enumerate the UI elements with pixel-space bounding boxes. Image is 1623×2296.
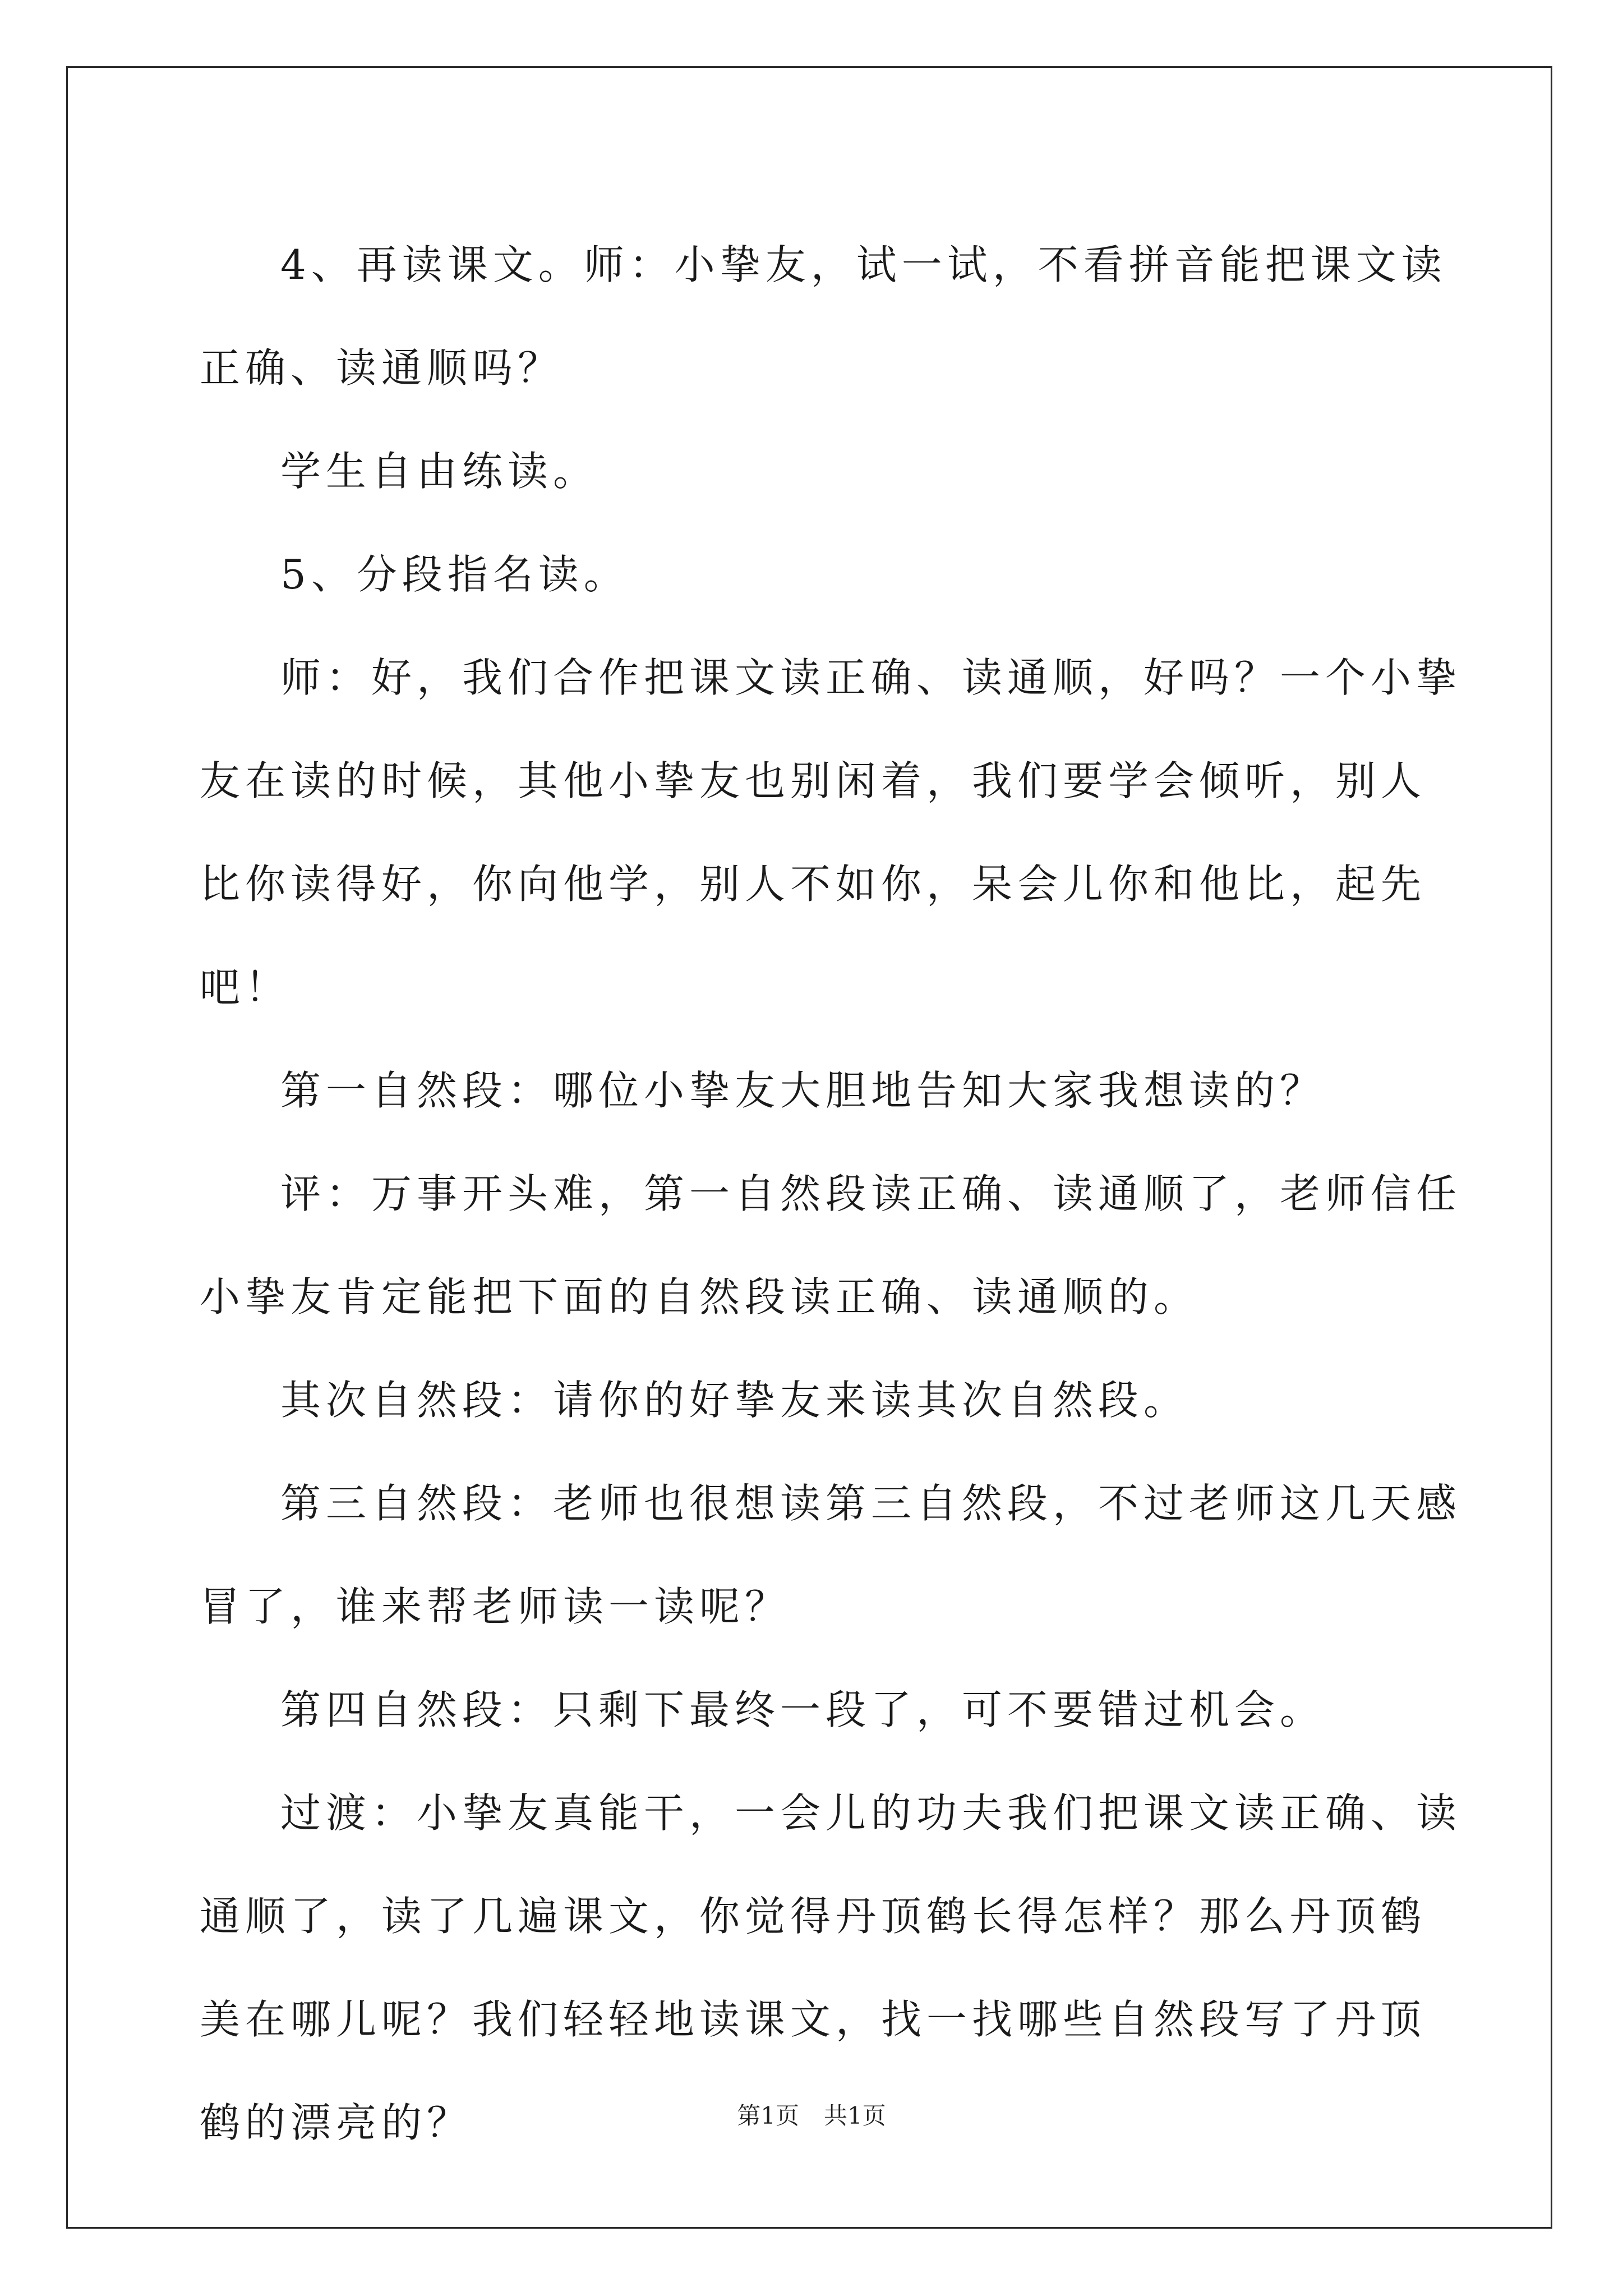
paragraph-third-section: 第三自然段：老师也很想读第三自然段，不过老师这几天感冒了，谁来帮老师读一读呢？ [200, 1480, 1462, 1630]
paragraph-fourth-section: 第四自然段：只剩下最终一段了，可不要错过机会。 [280, 1686, 1326, 1733]
page-number: 第1页 [737, 2102, 799, 2129]
paragraph-reread-text: 4、再读课文。师：小挚友，试一试，不看拼音能把课文读正确、读通顺吗？ [200, 241, 1447, 392]
document-body [200, 213, 1467, 2174]
page-total: 共1页 [824, 2102, 886, 2129]
paragraph-first-section: 第一自然段：哪位小挚友大胆地告知大家我想读的？ [280, 1067, 1326, 1114]
paragraph-teacher-instruction: 师：好，我们合作把课文读正确、读通顺，好吗？一个小挚友在读的时候，其他小挚友也别闲着，我们要学会倾听，别人比你读得好，你向他学，别人不如你，呆会儿你和他比，起先吧！ [200, 654, 1462, 1011]
page-footer [0, 2099, 1623, 2133]
paragraph-transition: 过渡：小挚友真能干，一会儿的功夫我们把课文读正确、读通顺了，读了几遍课文，你觉得丹顶鹤长得怎样？那么丹顶鹤美在哪儿呢？我们轻轻地读课文，找一找哪些自然段写了丹顶鹤的漂亮的？ [200, 1789, 1462, 2146]
paragraph-evaluation: 评：万事开头难，第一自然段读正确、读通顺了，老师信任小挚友肯定能把下面的自然段读正确、读通顺的。 [200, 1170, 1462, 1320]
paragraph-section-reading: 5、分段指名读。 [280, 551, 629, 598]
paragraph-second-section: 其次自然段：请你的好挚友来读其次自然段。 [280, 1377, 1189, 1424]
paragraph-free-practice: 学生自由练读。 [280, 448, 599, 495]
